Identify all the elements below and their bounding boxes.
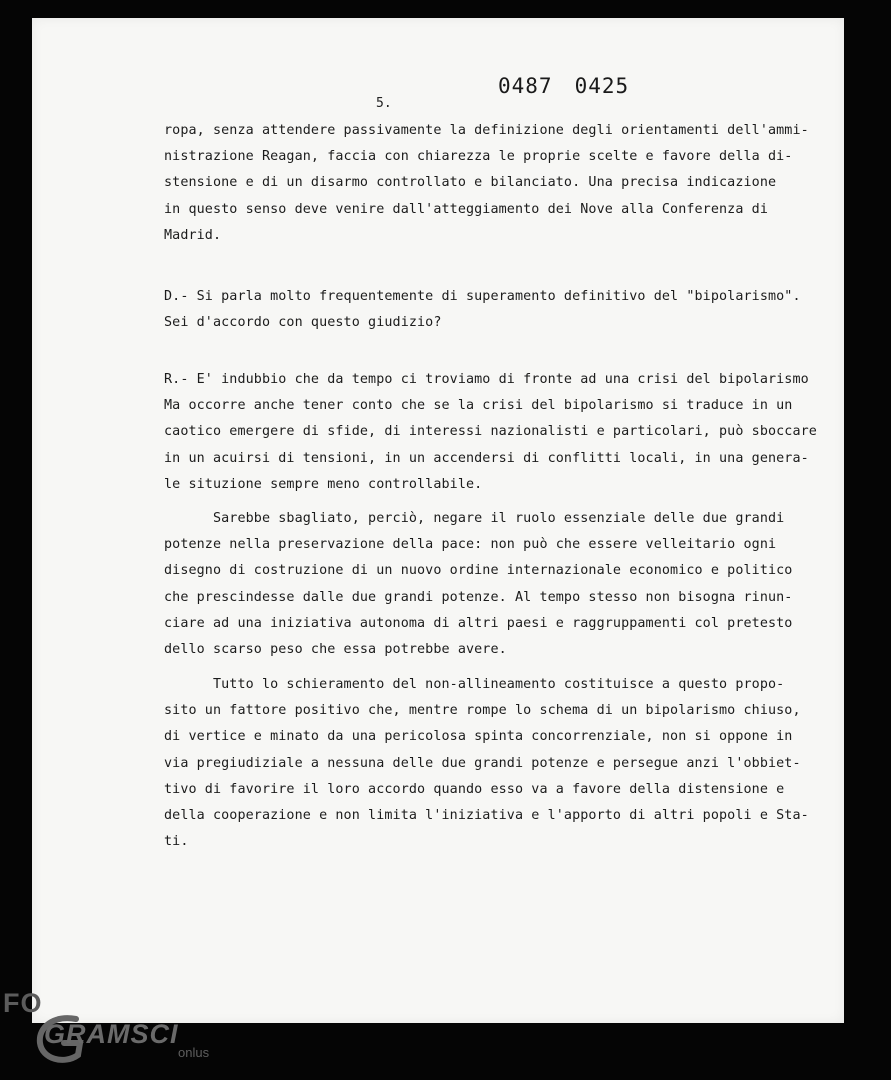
archive-number-second: 0425 <box>574 74 630 98</box>
paragraph-4: Sarebbe sbagliato, perciò, negare il ruolo essenziale delle due grandi potenze nella preservazione della pace: non può che essere velleitario ogni disegno di costruzione di un nuovo ordine internazionale economico e politico che prescindesse dalle due grandi potenze. Al tempo stesso non bisogna rinun- ciare ad una iniziativa autonoma di altri paesi e raggruppamenti col pretesto dello scarso peso che essa potrebbe avere. <box>164 511 793 658</box>
archive-number <box>498 74 629 98</box>
watermark-suffix: onlus <box>178 1045 210 1060</box>
archive-number-first: 0487 <box>498 74 553 98</box>
paragraph-5: Tutto lo schieramento del non-allineamento costituisce a questo propo- sito un fattore positivo che, mentre rompe lo schema di un bipolarismo chiuso, di vertice e minato da una pericolosa spinta concorrenziale, non si oppone via pregiudiziale a nessuna delle due grandi potenze e persegue anzi l'obbiet- tivo di favorire il loro accordo quando esso va a favore della distensione della cooperazione e non limita l'iniziativa e l'apporto di altri popoli e ti. <box>164 677 801 850</box>
fondazione-gramsci-watermark-logo <box>0 985 230 1080</box>
answer-paragraph: R.- E' indubbio che da tempo ci troviamo di fronte ad una crisi del bipolarismo Ma occorre anche tener conto che se la crisi del bipolarismo si traduce in caotico emergere di sfide, di interessi nazionalisti e particolari, può in un acuirsi di tensioni, in un accendersi di conflitti locali, in una le situzione sempre meno controllabile. <box>164 372 809 492</box>
watermark-name: GRAMSCI <box>44 1019 179 1049</box>
question-paragraph: D.- Si parla molto frequentemente di superamento definitivo del "bipolarismo". Sei d'accordo con questo giudizio? <box>164 289 801 331</box>
paragraph-1: ropa, senza attendere passivamente la definizione degli orientamenti dell'ammi- nistrazione Reagan, faccia con chiarezza le proprie scelte e favore della stensione e di un disarmo controllato e bilanciato. Una precisa indicazione in questo senso deve venire dall'atteggiamento dei Nove alla Conferenza di Madrid. <box>164 123 809 243</box>
watermark-prefix: FO <box>3 988 43 1018</box>
page-number: 5. <box>376 96 392 111</box>
